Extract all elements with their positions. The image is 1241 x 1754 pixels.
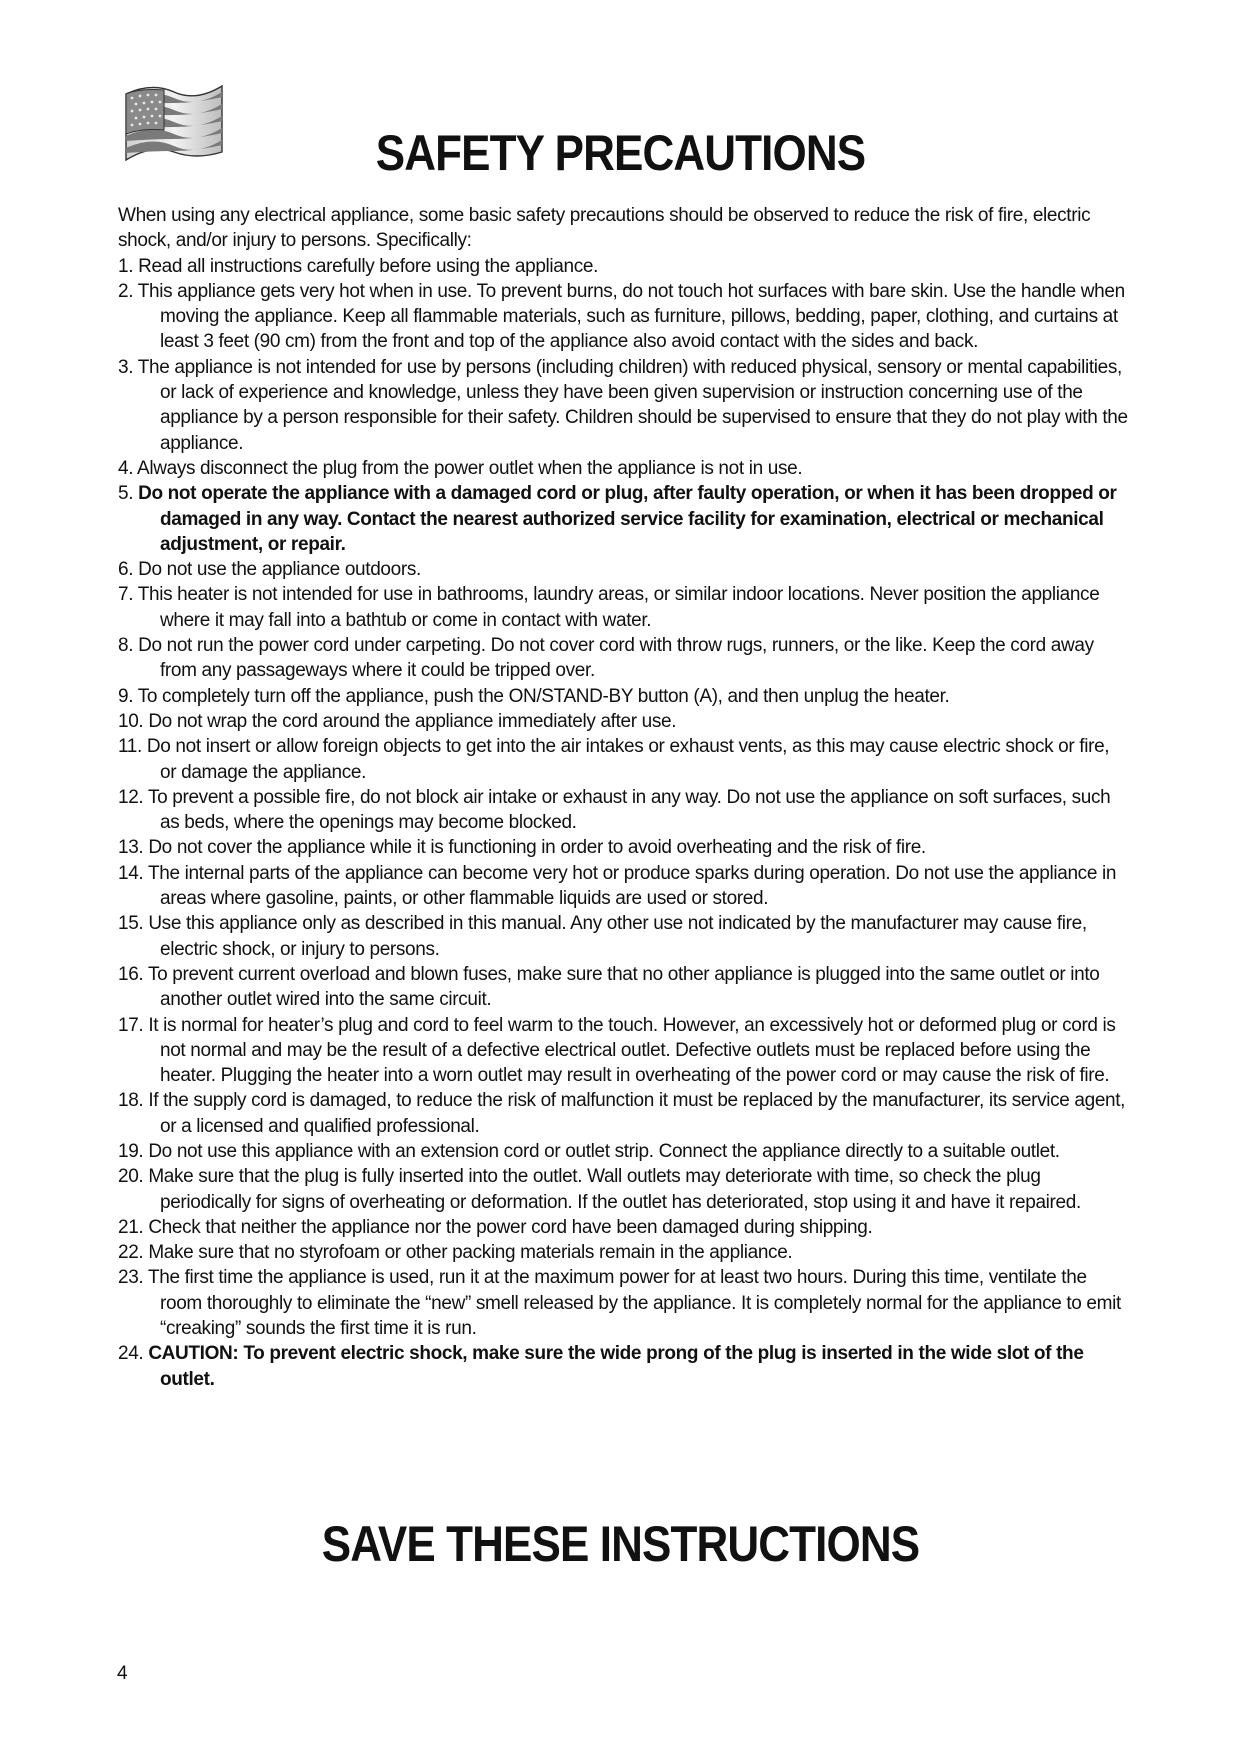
list-item <box>118 1088 1128 1139</box>
list-item-number: 13. <box>118 837 144 859</box>
list-item-text: Do not use the appliance outdoors. <box>138 559 421 581</box>
list-item-number: 7. <box>118 584 134 606</box>
list-item-text: Do not use this appliance with an extension cord or outlet strip. Connect the appliance directly to a suitable outlet. <box>148 1140 1060 1162</box>
list-item-number: 20. <box>118 1166 144 1188</box>
list-item-number: 5. <box>118 483 134 505</box>
list-item-number: 24. <box>118 1343 144 1365</box>
list-item-text: CAUTION: To prevent electric shock, make sure the wide prong of the plug is inserted in the wide slot of the outlet. <box>148 1343 1084 1390</box>
list-item-text: Check that neither the appliance nor the power cord have been damaged during shipping. <box>148 1216 873 1238</box>
list-item-number: 1. <box>118 255 134 277</box>
list-item-number: 9. <box>118 685 134 707</box>
list-item-number: 11. <box>118 736 142 758</box>
list-item-text: Always disconnect the plug from the power outlet when the appliance is not in use. <box>137 457 803 479</box>
list-item-text: This appliance gets very hot when in use. To prevent burns, do not touch hot surfaces with bare skin. Use the handle when moving the appliance. Keep all flammable materials, such as furniture, pillows, bedding, paper, clothing, and curtains at least 3 feet (90 cm) from the front and top of the appliance also avoid contact with the sides and back. <box>137 280 1125 353</box>
list-item-number: 10. <box>118 710 144 732</box>
list-item <box>118 785 1128 836</box>
list-item-number: 8. <box>118 635 134 657</box>
list-item <box>118 1139 1128 1164</box>
list-item-text: Do not cover the appliance while it is functioning in order to avoid overheating and the risk of fire. <box>148 837 926 859</box>
list-item-text: Use this appliance only as described in this manual. Any other use not indicated by the manufacturer may cause fire, electric shock, or injury to persons. <box>148 913 1087 960</box>
list-item-number: 3. <box>118 356 134 378</box>
list-item <box>118 355 1128 456</box>
list-item <box>118 734 1128 785</box>
list-item-number: 4. <box>118 457 134 479</box>
list-item-text: The appliance is not intended for use by persons (including children) with reduced physical, sensory or mental capabilities, or lack of experience and knowledge, unless they have been given supervision or instruction concerning use of the appliance by a person responsible for their safety. Children should be supervised to ensure that they do not play with the appliance. <box>137 356 1128 454</box>
list-item-text: Do not operate the appliance with a damaged cord or plug, after faulty operation, or when it has been dropped or damaged in any way. Contact the nearest authorized service facility for examination, electrical or mechanical adjustment, or repair. <box>138 483 1117 555</box>
list-item-number: 12. <box>118 786 144 808</box>
list-item <box>118 1265 1128 1341</box>
list-item-number: 17. <box>118 1014 144 1036</box>
list-item-text: The first time the appliance is used, run it at the maximum power for at least two hours. During this time, ventilate the room thoroughly to eliminate the “new” smell released by the appliance. It is completely normal for the appliance to emit “creaking” sounds the first time it is run. <box>147 1267 1121 1340</box>
list-item-text: If the supply cord is damaged, to reduce the risk of malfunction it must be replaced by the manufacturer, its service agent, or a licensed and qualified professional. <box>148 1090 1126 1137</box>
list-item-text: Read all instructions carefully before using the appliance. <box>138 255 599 277</box>
document-body <box>118 203 1128 1392</box>
list-item <box>118 481 1128 557</box>
list-item-number: 14. <box>118 862 144 884</box>
list-item <box>118 835 1128 860</box>
list-item-text: To prevent current overload and blown fuses, make sure that no other appliance is plugged into the same outlet or into another outlet wired into the same circuit. <box>147 963 1100 1011</box>
list-item-number: 19. <box>118 1140 144 1162</box>
list-item-number: 23. <box>118 1267 144 1289</box>
list-item <box>118 1164 1128 1215</box>
list-item-number: 16. <box>118 963 144 985</box>
page-number: 4 <box>117 1663 128 1684</box>
list-item-number: 6. <box>118 559 134 581</box>
list-item <box>118 861 1128 912</box>
list-item-number: 18. <box>118 1090 144 1112</box>
list-item <box>118 1341 1128 1392</box>
list-item <box>118 279 1128 355</box>
list-item-text: It is normal for heater’s plug and cord to feel warm to the touch. However, an excessively hot or deformed plug or cord is not normal and may be the result of a defective electrical outlet. Defective outlets must be replaced before using the heater. Plugging the heater into a worn outlet may result in overheating of the power cord or may cause the risk of fire. <box>148 1014 1116 1087</box>
list-item <box>118 633 1128 684</box>
list-item-text: Do not run the power cord under carpeting. Do not cover cord with throw rugs, runners, or the like. Keep the cord away from any passageways where it could be tripped over. <box>138 635 1094 682</box>
list-item <box>118 582 1128 633</box>
list-item-text: To completely turn off the appliance, push the ON/STAND-BY button (A), and then unplug the heater. <box>137 685 950 707</box>
page-title: SAFETY PRECAUTIONS <box>375 125 866 181</box>
list-item-number: 22. <box>118 1242 144 1264</box>
list-item <box>118 1215 1128 1240</box>
list-item-text: To prevent a possible fire, do not block air intake or exhaust in any way. Do not use the appliance on soft surfaces, such as beds, where the openings may become blocked. <box>147 786 1111 834</box>
list-item-text: This heater is not intended for use in bathrooms, laundry areas, or similar indoor locations. Never position the appliance where it may fall into a bathtub or come in contact with water. <box>137 584 1100 631</box>
list-item <box>118 911 1128 962</box>
precautions-list <box>118 254 1128 1392</box>
list-item <box>118 254 1128 279</box>
list-item-text: Do not insert or allow foreign objects to get into the air intakes or exhaust vents, as this may cause electric shock or fire, or damage the appliance. <box>146 736 1110 783</box>
list-item-text: Make sure that the plug is fully inserted into the outlet. Wall outlets may deteriorate with time, so check the plug periodically for signs of overheating or deformation. If the outlet has deteriorated, stop using it and have it repaired. <box>148 1166 1081 1213</box>
list-item-number: 2. <box>118 280 134 302</box>
list-item-text: Make sure that no styrofoam or other packing materials remain in the appliance. <box>148 1242 793 1264</box>
list-item-text: The internal parts of the appliance can become very hot or produce sparks during operation. Do not use the appliance in areas where gasoline, paints, or other flammable liquids are used or stored. <box>147 862 1117 910</box>
list-item-text: Do not wrap the cord around the appliance immediately after use. <box>148 710 677 732</box>
save-instructions-heading: SAVE THESE INSTRUCTIONS <box>321 1516 920 1572</box>
intro-paragraph: When using any electrical appliance, some basic safety precautions should be observed to reduce the risk of fire, electric shock, and/or injury to persons. Specifically: <box>118 205 1091 252</box>
list-item-number: 21. <box>118 1216 144 1238</box>
list-item <box>118 1240 1128 1265</box>
list-item <box>118 557 1128 582</box>
list-item <box>118 456 1128 481</box>
list-item <box>118 684 1128 709</box>
list-item <box>118 962 1128 1013</box>
list-item <box>118 1013 1128 1089</box>
list-item-number: 15. <box>118 913 144 935</box>
list-item <box>118 709 1128 734</box>
